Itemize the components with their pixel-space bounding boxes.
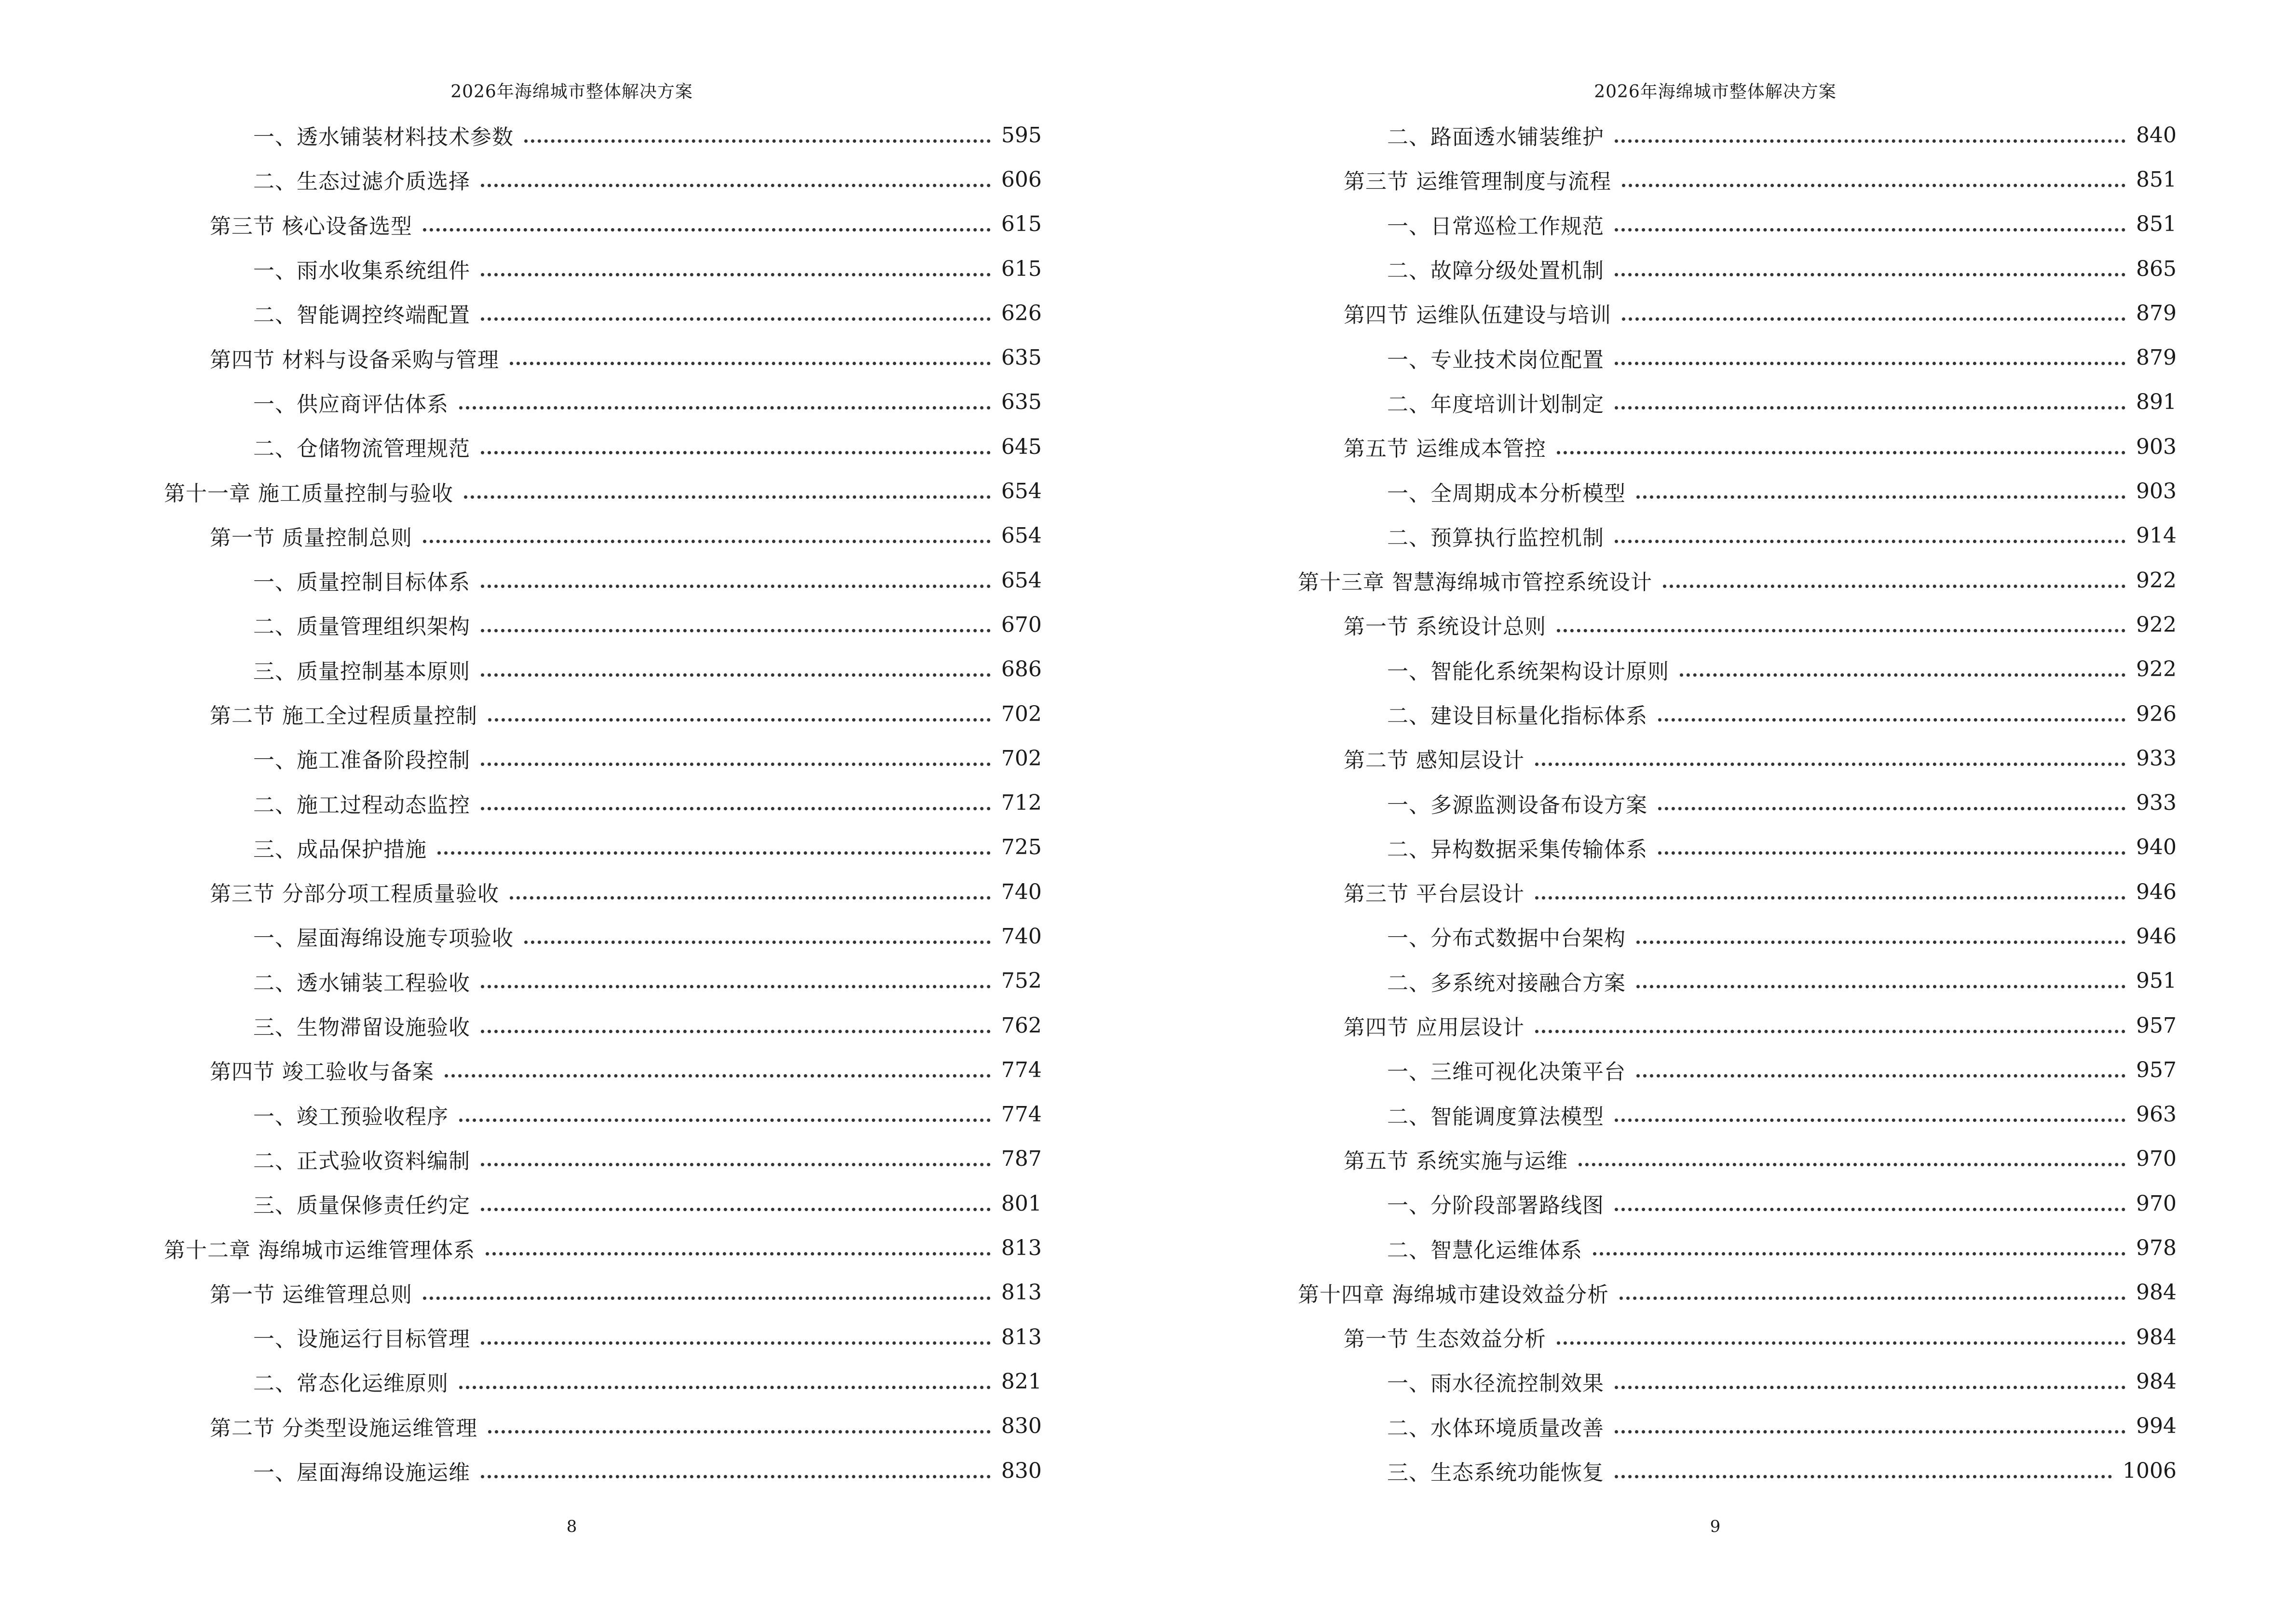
toc-entry-title: 三、质量保修责任约定 <box>253 1193 470 1218</box>
dot-leader <box>481 985 991 988</box>
toc-entry-page: 813 <box>1001 1280 1042 1305</box>
toc-entry-item[interactable] <box>1298 825 2177 870</box>
toc-entry-title: 一、质量控制目标体系 <box>253 570 470 595</box>
dot-leader <box>524 139 991 143</box>
dot-leader <box>1636 495 2125 499</box>
dot-leader <box>1615 1475 2112 1478</box>
toc-entry-item[interactable] <box>1298 380 2177 424</box>
toc-entry-item[interactable] <box>164 780 1042 825</box>
dot-leader <box>481 629 991 632</box>
toc-entry-item[interactable] <box>164 380 1042 424</box>
toc-entry-page: 813 <box>1001 1236 1042 1261</box>
toc-entry-title: 一、分阶段部署路线图 <box>1387 1193 1604 1218</box>
toc-entry-title: 二、质量管理组织架构 <box>253 614 470 640</box>
toc-entry-item[interactable] <box>1298 1226 2177 1270</box>
toc-entry-title: 二、水体环境质量改善 <box>1387 1416 1604 1441</box>
dot-leader <box>488 718 991 722</box>
toc-entry-page: 686 <box>1001 657 1042 682</box>
toc-entry-page: 903 <box>2136 479 2177 504</box>
toc-entry-item[interactable] <box>164 602 1042 647</box>
toc-entry-item[interactable] <box>1298 959 2177 1003</box>
dot-leader <box>481 273 991 276</box>
toc-entry-item[interactable] <box>164 1137 1042 1181</box>
toc-entry-page: 933 <box>2136 746 2177 771</box>
toc-entry-title: 三、生态系统功能恢复 <box>1387 1460 1604 1486</box>
dot-leader <box>1535 1030 2125 1033</box>
toc-entry-page: 840 <box>2136 123 2177 148</box>
dot-leader <box>459 1386 991 1389</box>
toc-entry-page: 933 <box>2136 791 2177 816</box>
toc-entry-title: 二、建设目标量化指标体系 <box>1387 704 1647 728</box>
toc-entry-item[interactable] <box>1298 692 2177 736</box>
toc-entry-item[interactable] <box>1298 469 2177 513</box>
dot-leader <box>1615 228 2125 232</box>
toc-entry-page: 984 <box>2136 1280 2177 1305</box>
toc-entry-title: 一、全周期成本分析模型 <box>1387 481 1626 506</box>
toc-entry-title: 第四节 运维队伍建设与培训 <box>1344 303 1611 328</box>
toc-entry-chapter[interactable] <box>1298 1270 2177 1315</box>
toc-entry-item[interactable] <box>1298 1092 2177 1137</box>
toc-entry-title: 二、智慧化运维体系 <box>1387 1238 1582 1263</box>
dot-leader <box>510 896 991 900</box>
toc-entry-item[interactable] <box>164 1359 1042 1404</box>
toc-entry-title: 一、屋面海绵设施专项验收 <box>253 926 514 951</box>
dot-leader <box>481 763 991 766</box>
dot-leader <box>481 1341 991 1345</box>
toc-entry-section[interactable] <box>164 514 1042 558</box>
dot-leader <box>1663 585 2125 588</box>
toc-list <box>164 113 1042 1493</box>
toc-entry-title: 一、透水铺装材料技术参数 <box>253 125 514 150</box>
toc-entry-title: 一、多源监测设备布设方案 <box>1387 792 1647 818</box>
toc-entry-page: 702 <box>1001 701 1042 726</box>
dot-leader <box>1593 1252 2125 1256</box>
dot-leader <box>1557 451 2125 454</box>
toc-entry-page: 654 <box>1001 523 1042 548</box>
dot-leader <box>1615 540 2125 543</box>
toc-entry-page: 654 <box>1001 479 1042 504</box>
dot-leader <box>1615 1386 2125 1389</box>
dot-leader <box>1557 1341 2125 1345</box>
dot-leader <box>1658 807 2125 810</box>
page-number: 9 <box>1710 1517 1721 1536</box>
toc-entry-item[interactable] <box>1298 1048 2177 1092</box>
toc-entry-title: 一、智能化系统架构设计原则 <box>1387 659 1669 684</box>
toc-entry-item[interactable] <box>164 1003 1042 1048</box>
toc-entry-item[interactable] <box>1298 514 2177 558</box>
toc-entry-item[interactable] <box>164 558 1042 602</box>
dot-leader <box>481 1475 991 1478</box>
dot-leader <box>445 1074 991 1078</box>
toc-entry-page: 940 <box>2136 835 2177 860</box>
toc-entry-title: 第二节 分类型设施运维管理 <box>210 1416 477 1441</box>
dot-leader <box>1615 1208 2125 1211</box>
toc-entry-title: 第五节 系统实施与运维 <box>1344 1148 1568 1174</box>
dot-leader <box>1658 718 2125 722</box>
toc-entry-title: 一、屋面海绵设施运维 <box>253 1460 470 1486</box>
dot-leader <box>1615 1119 2125 1122</box>
toc-entry-section[interactable] <box>164 202 1042 246</box>
dot-leader <box>437 851 991 855</box>
toc-entry-page: 615 <box>1001 212 1042 237</box>
toc-entry-title: 第二节 感知层设计 <box>1344 748 1525 773</box>
toc-entry-page: 830 <box>1001 1414 1042 1439</box>
toc-entry-title: 二、预算执行监控机制 <box>1387 525 1604 550</box>
toc-entry-page: 626 <box>1001 300 1042 326</box>
toc-entry-title: 三、成品保护措施 <box>253 837 427 862</box>
toc-entry-title: 第三节 平台层设计 <box>1344 882 1525 907</box>
toc-entry-title: 第三节 核心设备选型 <box>210 214 412 239</box>
toc-entry-page: 946 <box>2136 879 2177 904</box>
dot-leader <box>464 495 991 499</box>
toc-entry-page: 970 <box>2136 1191 2177 1216</box>
toc-entry-title: 三、质量控制基本原则 <box>253 659 470 684</box>
page-number: 8 <box>566 1517 577 1536</box>
toc-entry-item[interactable] <box>1298 647 2177 692</box>
toc-entry-title: 二、年度培训计划制定 <box>1387 392 1604 417</box>
toc-entry-item[interactable] <box>164 1181 1042 1226</box>
toc-entry-item[interactable] <box>164 1315 1042 1359</box>
toc-entry-page: 922 <box>2136 657 2177 682</box>
toc-entry-title: 二、路面透水铺装维护 <box>1387 125 1604 150</box>
table-of-contents <box>164 113 1042 1486</box>
toc-entry-page: 951 <box>2136 969 2177 994</box>
toc-entry-title: 第四节 应用层设计 <box>1344 1015 1525 1040</box>
dot-leader <box>481 807 991 810</box>
toc-entry-item[interactable] <box>164 1448 1042 1493</box>
dot-leader <box>488 1430 991 1433</box>
toc-entry-title: 第十四章 海绵城市建设效益分析 <box>1298 1282 1609 1307</box>
toc-entry-page: 787 <box>1001 1146 1042 1172</box>
table-of-contents <box>1298 113 2177 1486</box>
dot-leader <box>1615 406 2125 409</box>
toc-entry-title: 二、多系统对接融合方案 <box>1387 970 1626 996</box>
toc-entry-section[interactable] <box>164 692 1042 736</box>
toc-entry-section[interactable] <box>1298 157 2177 202</box>
toc-entry-page: 963 <box>2136 1102 2177 1127</box>
dot-leader <box>524 941 991 944</box>
toc-entry-title: 二、常态化运维原则 <box>253 1371 449 1396</box>
toc-entry-section[interactable] <box>1298 602 2177 647</box>
dot-leader <box>1680 673 2125 677</box>
dot-leader <box>481 1030 991 1033</box>
toc-entry-item[interactable] <box>164 825 1042 870</box>
dot-leader <box>1615 1430 2125 1433</box>
toc-entry-title: 第四节 材料与设备采购与管理 <box>210 347 499 372</box>
toc-entry-title: 一、专业技术岗位配置 <box>1387 347 1604 372</box>
toc-entry-item[interactable] <box>1298 1404 2177 1448</box>
dot-leader <box>1615 139 2125 143</box>
dot-leader <box>1636 1074 2125 1078</box>
toc-entry-item[interactable] <box>1298 1359 2177 1404</box>
toc-entry-item[interactable] <box>164 736 1042 780</box>
toc-entry-title: 二、智能调控终端配置 <box>253 303 470 328</box>
toc-entry-page: 670 <box>1001 612 1042 637</box>
toc-entry-page: 813 <box>1001 1324 1042 1350</box>
toc-entry-page: 851 <box>2136 212 2177 237</box>
dot-leader <box>1535 896 2125 900</box>
toc-entry-item[interactable] <box>1298 335 2177 380</box>
toc-entry-title: 一、施工准备阶段控制 <box>253 748 470 773</box>
toc-entry-title: 二、故障分级处置机制 <box>1387 259 1604 284</box>
toc-entry-item[interactable] <box>1298 246 2177 291</box>
toc-entry-item[interactable] <box>164 1092 1042 1137</box>
dot-leader <box>1622 184 2125 187</box>
dot-leader <box>1535 763 2125 766</box>
toc-entry-page: 740 <box>1001 879 1042 904</box>
toc-entry-title: 二、施工过程动态监控 <box>253 792 470 818</box>
toc-entry-item[interactable] <box>164 246 1042 291</box>
toc-entry-title: 三、生物滞留设施验收 <box>253 1015 470 1040</box>
toc-entry-title: 第十三章 智慧海绵城市管控系统设计 <box>1298 570 1652 595</box>
toc-entry-page: 994 <box>2136 1414 2177 1439</box>
toc-entry-item[interactable] <box>1298 914 2177 958</box>
running-header: 2026年海绵城市整体解决方案 <box>450 82 693 102</box>
toc-entry-item[interactable] <box>164 647 1042 692</box>
toc-entry-title: 第二节 施工全过程质量控制 <box>210 704 477 728</box>
toc-entry-title: 第五节 运维成本管控 <box>1344 437 1546 462</box>
dot-leader <box>1636 985 2125 988</box>
toc-entry-page: 891 <box>2136 390 2177 415</box>
toc-entry-page: 970 <box>2136 1146 2177 1172</box>
toc-entry-page: 740 <box>1001 924 1042 949</box>
toc-entry-page: 914 <box>2136 523 2177 548</box>
toc-entry-section[interactable] <box>1298 291 2177 335</box>
dot-leader <box>423 540 991 543</box>
toc-entry-title: 第一节 质量控制总则 <box>210 525 412 550</box>
toc-entry-page: 978 <box>2136 1236 2177 1261</box>
dot-leader <box>481 451 991 454</box>
dot-leader <box>1622 317 2125 321</box>
toc-entry-page: 712 <box>1001 791 1042 816</box>
dot-leader <box>481 673 991 677</box>
toc-list <box>1298 113 2177 1493</box>
toc-entry-page: 801 <box>1001 1191 1042 1216</box>
dot-leader <box>510 362 991 365</box>
toc-entry-title: 一、日常巡检工作规范 <box>1387 214 1604 239</box>
dot-leader <box>423 1296 991 1300</box>
toc-entry-page: 635 <box>1001 345 1042 370</box>
toc-entry-section[interactable] <box>164 335 1042 380</box>
toc-entry-section[interactable] <box>1298 870 2177 914</box>
toc-entry-page: 774 <box>1001 1057 1042 1082</box>
toc-entry-title: 一、分布式数据中台架构 <box>1387 926 1626 951</box>
dot-leader <box>459 406 991 409</box>
dot-leader <box>1636 941 2125 944</box>
toc-entry-title: 二、生态过滤介质选择 <box>253 169 470 194</box>
page-right <box>1144 0 2287 1624</box>
toc-entry-title: 第三节 运维管理制度与流程 <box>1344 169 1611 194</box>
toc-entry-title: 二、仓储物流管理规范 <box>253 437 470 462</box>
toc-entry-title: 一、供应商评估体系 <box>253 392 449 417</box>
toc-entry-title: 第一节 运维管理总则 <box>210 1282 412 1307</box>
toc-entry-section[interactable] <box>164 1270 1042 1315</box>
toc-entry-page: 725 <box>1001 835 1042 860</box>
toc-entry-item[interactable] <box>164 157 1042 202</box>
toc-entry-page: 654 <box>1001 568 1042 593</box>
toc-entry-page: 821 <box>1001 1369 1042 1394</box>
toc-entry-page: 615 <box>1001 256 1042 281</box>
toc-entry-page: 595 <box>1001 123 1042 148</box>
toc-entry-chapter[interactable] <box>164 469 1042 513</box>
toc-entry-chapter[interactable] <box>1298 558 2177 602</box>
toc-entry-title: 二、透水铺装工程验收 <box>253 970 470 996</box>
toc-entry-page: 922 <box>2136 612 2177 637</box>
toc-entry-page: 774 <box>1001 1102 1042 1127</box>
toc-entry-page: 926 <box>2136 701 2177 726</box>
toc-entry-title: 第一节 系统设计总则 <box>1344 614 1546 640</box>
dot-leader <box>481 317 991 321</box>
toc-entry-title: 第三节 分部分项工程质量验收 <box>210 882 499 907</box>
toc-entry-page: 879 <box>2136 345 2177 370</box>
toc-entry-item[interactable] <box>164 959 1042 1003</box>
dot-leader <box>486 1252 991 1256</box>
toc-entry-section[interactable] <box>164 1404 1042 1448</box>
dot-leader <box>1615 273 2125 276</box>
dot-leader <box>481 585 991 588</box>
toc-entry-section[interactable] <box>1298 424 2177 469</box>
running-header: 2026年海绵城市整体解决方案 <box>1594 82 1837 102</box>
toc-entry-item[interactable] <box>164 291 1042 335</box>
toc-entry-title: 第十二章 海绵城市运维管理体系 <box>164 1238 475 1263</box>
dot-leader <box>1557 629 2125 632</box>
toc-entry-page: 879 <box>2136 300 2177 326</box>
toc-entry-section[interactable] <box>1298 736 2177 780</box>
toc-entry-item[interactable] <box>164 113 1042 157</box>
dot-leader <box>481 1163 991 1166</box>
toc-entry-chapter[interactable] <box>164 1226 1042 1270</box>
dot-leader <box>423 228 991 232</box>
toc-entry-page: 702 <box>1001 746 1042 771</box>
dot-leader <box>1620 1296 2125 1300</box>
toc-entry-page: 645 <box>1001 434 1042 459</box>
toc-entry-page: 957 <box>2136 1057 2177 1082</box>
toc-entry-title: 二、正式验收资料编制 <box>253 1148 470 1174</box>
toc-entry-page: 1006 <box>2123 1458 2177 1483</box>
dot-leader <box>1615 362 2125 365</box>
toc-entry-title: 二、智能调度算法模型 <box>1387 1104 1604 1129</box>
toc-entry-title: 第十一章 施工质量控制与验收 <box>164 481 453 506</box>
toc-entry-page: 946 <box>2136 924 2177 949</box>
toc-entry-title: 第一节 生态效益分析 <box>1344 1327 1546 1352</box>
toc-entry-title: 二、异构数据采集传输体系 <box>1387 837 1647 862</box>
toc-entry-section[interactable] <box>1298 1315 2177 1359</box>
toc-entry-page: 922 <box>2136 568 2177 593</box>
toc-entry-item[interactable] <box>1298 202 2177 246</box>
toc-entry-item[interactable] <box>1298 780 2177 825</box>
toc-entry-section[interactable] <box>164 870 1042 914</box>
toc-entry-page: 762 <box>1001 1013 1042 1038</box>
toc-entry-title: 一、雨水收集系统组件 <box>253 259 470 284</box>
toc-entry-item[interactable] <box>164 424 1042 469</box>
toc-entry-title: 一、雨水径流控制效果 <box>1387 1371 1604 1396</box>
toc-entry-section[interactable] <box>1298 1003 2177 1048</box>
toc-entry-page: 903 <box>2136 434 2177 459</box>
toc-entry-item[interactable] <box>1298 1448 2177 1493</box>
toc-entry-page: 957 <box>2136 1013 2177 1038</box>
toc-entry-page: 865 <box>2136 256 2177 281</box>
toc-entry-section[interactable] <box>1298 1137 2177 1181</box>
toc-entry-page: 984 <box>2136 1324 2177 1350</box>
toc-entry-title: 第四节 竣工验收与备案 <box>210 1060 434 1085</box>
toc-entry-item[interactable] <box>1298 113 2177 157</box>
toc-entry-title: 一、三维可视化决策平台 <box>1387 1060 1626 1085</box>
toc-entry-page: 606 <box>1001 167 1042 192</box>
dot-leader <box>1658 851 2125 855</box>
dot-leader <box>1579 1163 2125 1166</box>
toc-entry-item[interactable] <box>1298 1181 2177 1226</box>
toc-entry-page: 752 <box>1001 969 1042 994</box>
dot-leader <box>481 1208 991 1211</box>
toc-entry-page: 984 <box>2136 1369 2177 1394</box>
dot-leader <box>459 1119 991 1122</box>
toc-entry-page: 851 <box>2136 167 2177 192</box>
toc-entry-item[interactable] <box>164 914 1042 958</box>
toc-entry-title: 一、设施运行目标管理 <box>253 1327 470 1352</box>
toc-entry-section[interactable] <box>164 1048 1042 1092</box>
toc-entry-title: 一、竣工预验收程序 <box>253 1104 449 1129</box>
dot-leader <box>481 184 991 187</box>
toc-entry-page: 830 <box>1001 1458 1042 1483</box>
toc-entry-page: 635 <box>1001 390 1042 415</box>
